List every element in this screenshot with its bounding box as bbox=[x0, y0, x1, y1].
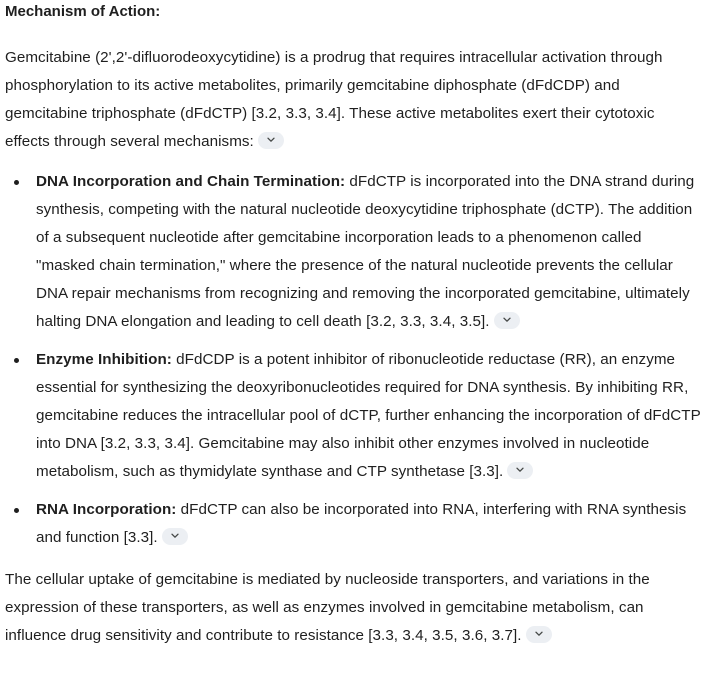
bullet-dot bbox=[14, 508, 19, 513]
chevron-down-icon bbox=[535, 631, 543, 637]
list-item bbox=[5, 496, 702, 552]
chevron-down-icon bbox=[171, 533, 179, 539]
list-item bbox=[5, 346, 702, 486]
source-expand-chip[interactable] bbox=[494, 312, 520, 329]
source-expand-chip[interactable] bbox=[507, 462, 533, 479]
intro-text: Gemcitabine (2',2'-difluorodeoxycytidine) is a prodrug that requires intracellular activation through phosphorylation to its active metabolites, primarily gemcitabine diphosphate (dFdCDP) and gemcitabine triphosphate (dFdCTP) [3.2, 3.3, 3.4]. These active metabolites exert their cytotoxic effects through several mechanisms: bbox=[5, 49, 663, 150]
list-item bbox=[5, 168, 702, 336]
bullet-dot bbox=[14, 180, 19, 185]
list-item-text: dFdCTP can also be incorporated into RNA, interfering with RNA synthesis and function [3.3]. bbox=[36, 501, 687, 546]
chevron-down-icon bbox=[503, 317, 511, 323]
list-item-term: Enzyme Inhibition: bbox=[36, 351, 172, 368]
closing-paragraph bbox=[5, 566, 702, 650]
mechanism-list bbox=[5, 168, 702, 552]
intro-paragraph bbox=[5, 44, 702, 156]
chevron-down-icon bbox=[516, 467, 524, 473]
bullet-dot bbox=[14, 358, 19, 363]
list-item-text: dFdCDP is a potent inhibitor of ribonucleotide reductase (RR), an enzyme essential for synthesizing the deoxyribonucleotides required for DNA synthesis. By inhibiting RR, gemcitabine reduces the intracellular pool of dCTP, further enhancing the incorporation of dFdCTP into DNA [3.2, 3.3, 3.4]. Gemcitabine may also inhibit other enzymes involved in nucleotide metabolism, such as thymidylate synthase and CTP synthetase [3.3]. bbox=[36, 351, 701, 480]
source-expand-chip[interactable] bbox=[258, 132, 284, 149]
list-item-text: dFdCTP is incorporated into the DNA strand during synthesis, competing with the natural nucleotide deoxycytidine triphosphate (dCTP). The addition of a subsequent nucleotide after gemcitabine incorporation leads to a phenomenon called "masked chain termination," where the presence of the natural nucleotide prevents the cellular DNA repair mechanisms from recognizing and removing the incorporated gemcitabine, ultimately halting DNA elongation and leading to cell death [3.2, 3.3, 3.4, 3.5]. bbox=[36, 173, 695, 330]
source-expand-chip[interactable] bbox=[526, 626, 552, 643]
list-item-term: DNA Incorporation and Chain Termination: bbox=[36, 173, 346, 190]
source-expand-chip[interactable] bbox=[162, 528, 188, 545]
chevron-down-icon bbox=[267, 137, 275, 143]
list-item-term: RNA Incorporation: bbox=[36, 501, 177, 518]
closing-text: The cellular uptake of gemcitabine is mediated by nucleoside transporters, and variations in the expression of these transporters, as well as enzymes involved in gemcitabine metabolism, can influence drug sensitivity and contribute to resistance [3.3, 3.4, 3.5, 3.6, 3.7]. bbox=[5, 571, 650, 644]
section-heading: Mechanism of Action: bbox=[5, 3, 161, 20]
